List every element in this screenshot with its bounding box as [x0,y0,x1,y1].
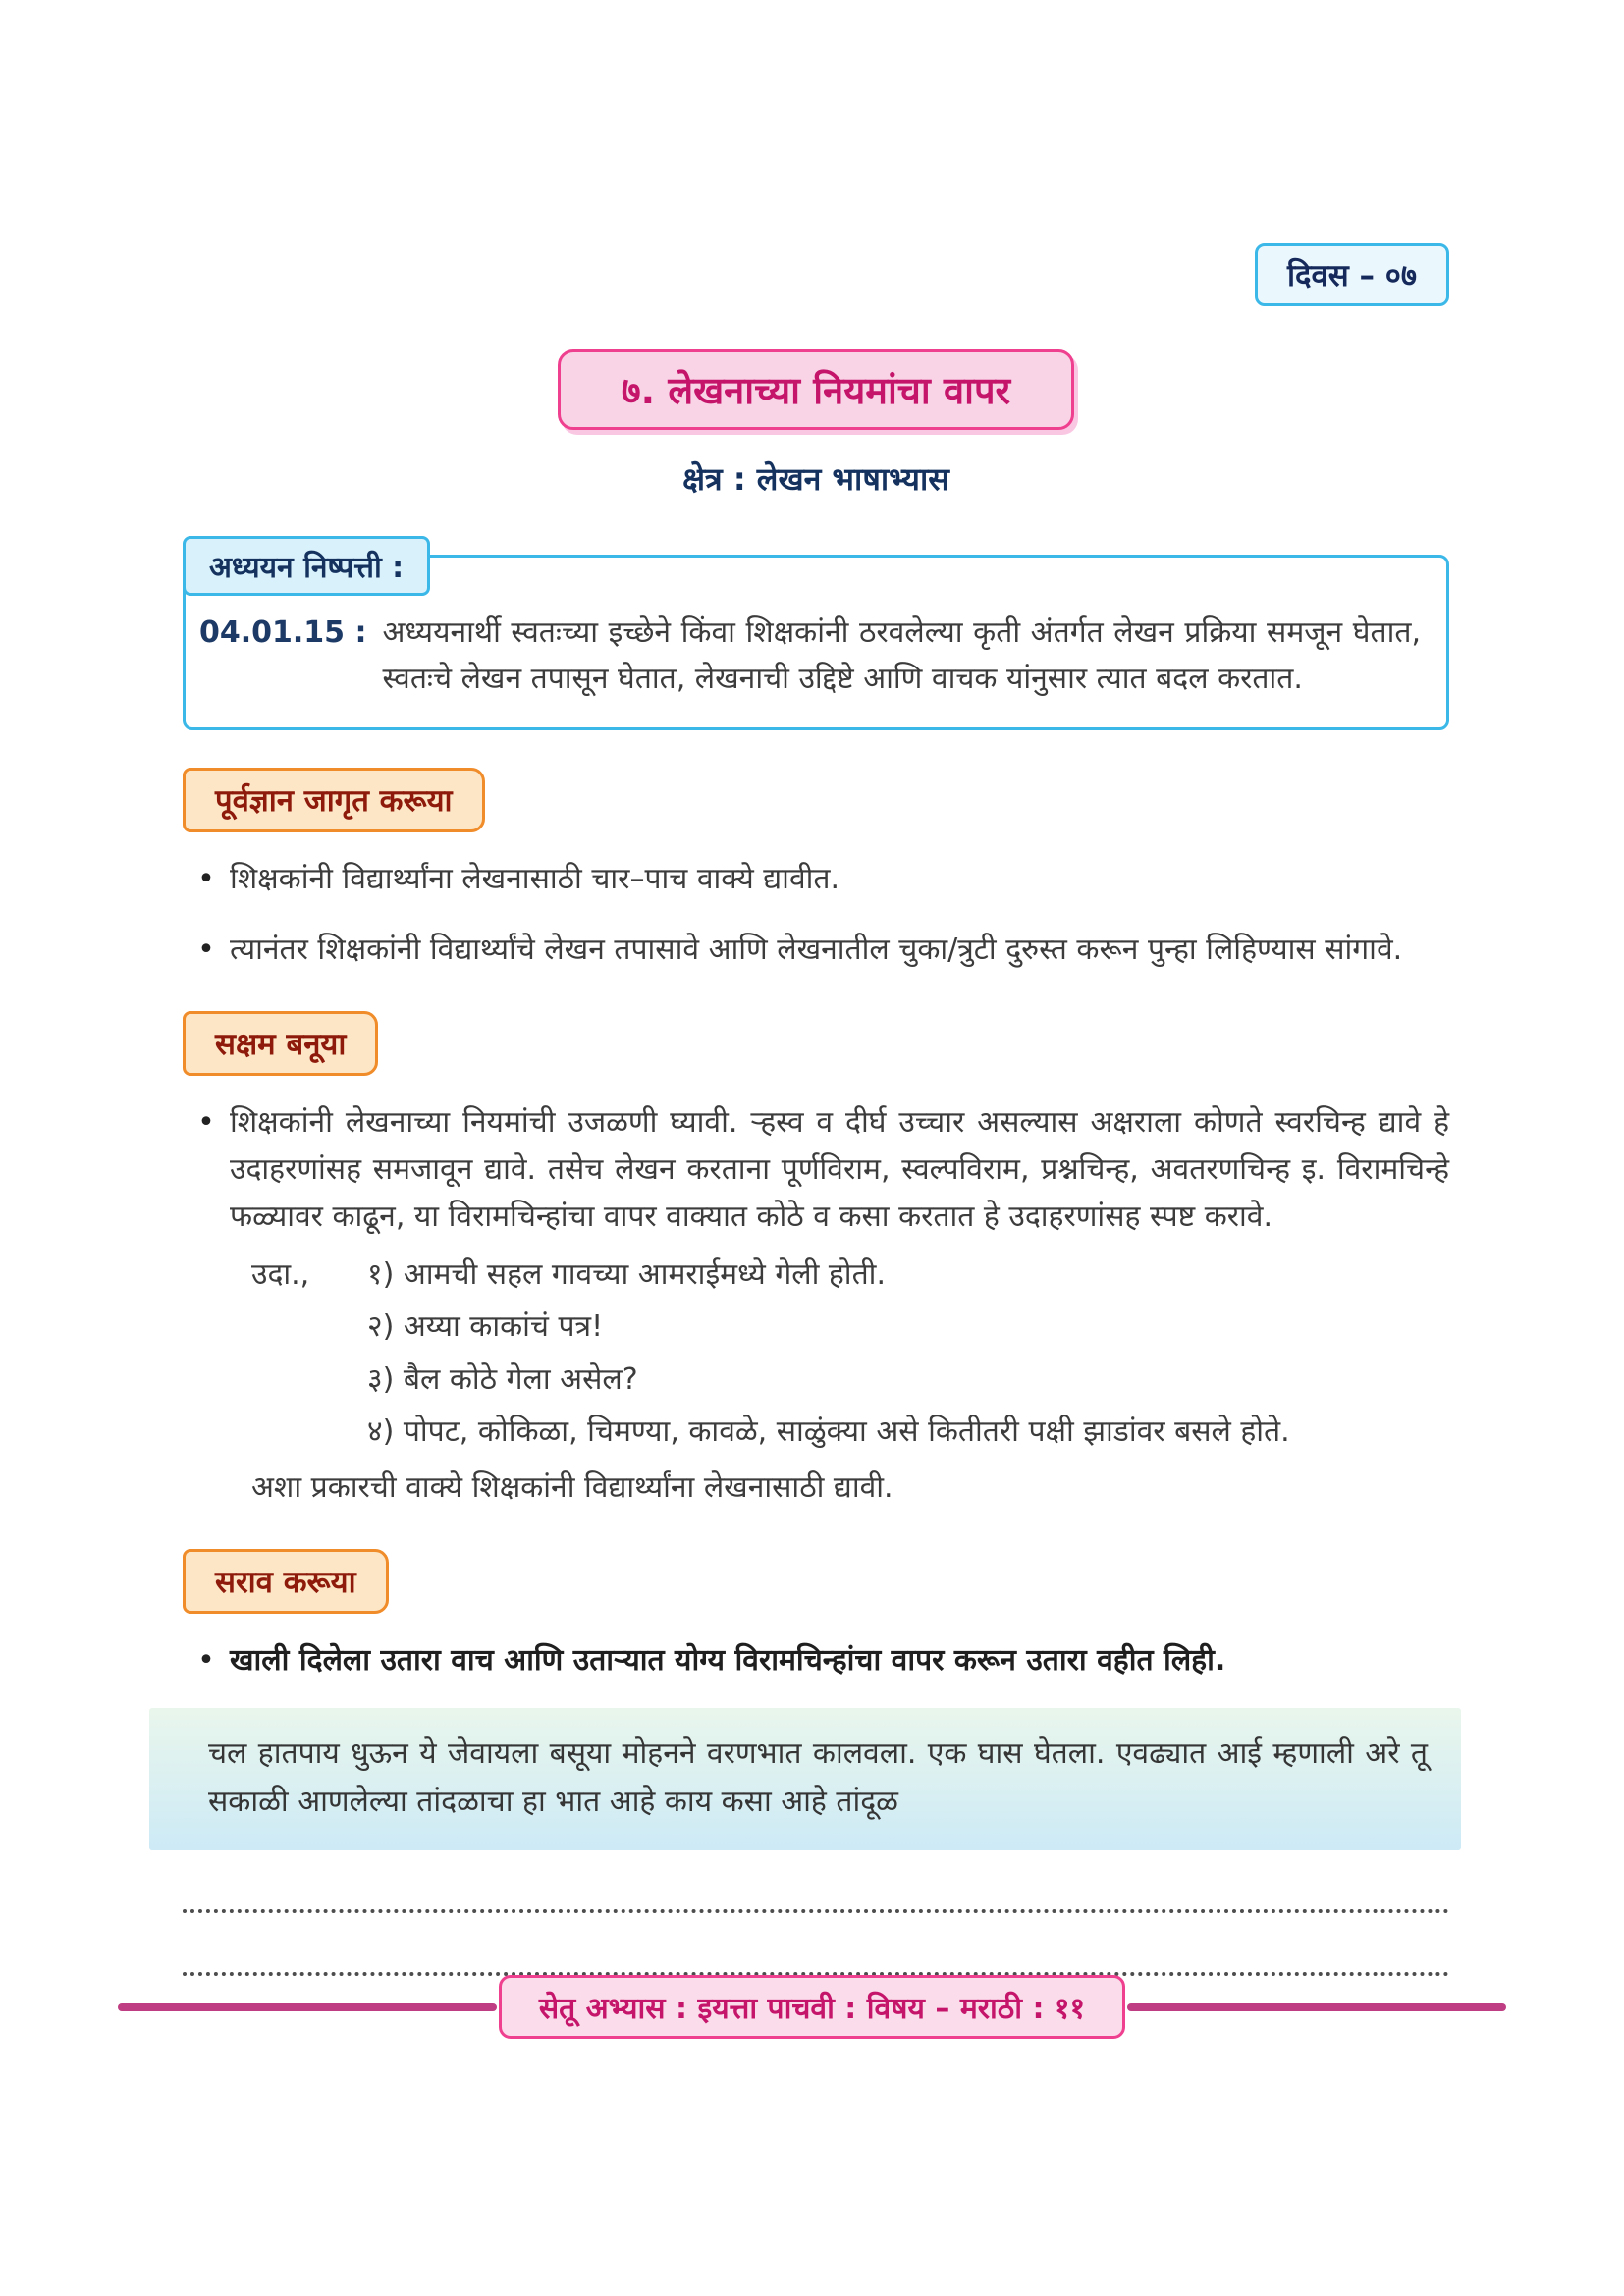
practice-passage: चल हातपाय धुऊन ये जेवायला बसूया मोहनने वरणभात कालवला. एक घास घेतला. एवढ्यात आई म्हणाली अरे तू सकाळी आणलेल्या तांदळाचा हा भात आहे काय कसा आहे तांदूळ [149,1708,1461,1850]
example-label: उदा., [251,1257,310,1292]
bullet-icon [183,1099,230,1241]
page-subtitle: क्षेत्र : लेखन भाषाभ्यास [682,460,949,498]
bullet-icon [183,1637,230,1684]
practice-heading-row [183,1549,1449,1614]
title-row [183,349,1449,430]
list-item [183,927,1449,974]
outcome-code: 04.01.15 : [199,615,367,650]
list-item [183,856,1449,903]
list-item [183,1099,1449,1241]
example-row [251,1406,1449,1458]
page-title: ७. लेखनाच्या नियमांचा वापर [558,349,1074,430]
example-label-spacer [251,1301,367,1353]
day-badge-row [183,243,1449,306]
prior-knowledge-bullet-1: शिक्षकांनी विद्यार्थ्यांना लेखनासाठी चार–पाच वाक्ये द्यावीत. [230,862,840,896]
prior-knowledge-heading: पूर्वज्ञान जागृत करूया [183,768,485,832]
footer-rule-left [118,2003,497,2011]
example-3: ३) बैल कोठे गेला असेल? [367,1362,638,1397]
capable-heading: सक्षम बनूया [183,1011,378,1076]
prior-knowledge-bullet-2: त्यानंतर शिक्षकांनी विद्यार्थ्यांचे लेखन तपासावे आणि लेखनातील चुका/त्रुटी दुरुस्त करून पुन्हा लिहिण्यास सांगावे. [230,933,1403,967]
footer-title: सेतू अभ्यास : इयत्ता पाचवी : विषय – मराठी : ११ [499,1975,1125,2039]
outcome-text: अध्ययनार्थी स्वतःच्या इच्छेने किंवा शिक्षकांनी ठरवलेल्या कृती अंतर्गत लेखन प्रक्रिया समजून घेतात, स्वतःचे लेखन तपासून घेतात, लेखनाची उद्दिष्टे आणि वाचक यांनुसार त्यात बदल करतात. [382,615,1421,696]
examples-block [251,1249,1449,1459]
example-row [251,1301,1449,1353]
example-1: १) आमची सहल गावच्या आमराईमध्ये गेली होती. [367,1257,886,1292]
page-footer [118,1975,1506,2039]
practice-instruction: खाली दिलेला उतारा वाच आणि उताऱ्यात योग्य विरामचिन्हांचा वापर करून उतारा वहीत लिही. [230,1642,1226,1678]
learning-outcome-body [199,611,1421,702]
capable-closing: अशा प्रकारची वाक्ये शिक्षकांनी विद्यार्थ्यांना लेखनासाठी द्यावी. [251,1469,893,1505]
practice-heading: सराव करूया [183,1549,389,1614]
answer-line [183,1913,1449,1976]
learning-outcome-label: अध्ययन निष्पत्ती : [183,536,430,596]
answer-line [183,1850,1449,1913]
list-item [183,1637,1449,1684]
example-label-spacer [251,1354,367,1406]
capable-heading-row [183,1011,1449,1076]
capable-intro: शिक्षकांनी लेखनाच्या नियमांची उजळणी घ्यावी. ऱ्हस्व व दीर्घ उच्चार असल्यास अक्षराला कोणते स्वरचिन्ह द्यावे हे उदाहरणांसह समजावून द्यावे. तसेच लेखन करताना पूर्णविराम, स्वल्पविराम, प्रश्नचिन्ह, अवतरणचिन्ह इ. विरामचिन्हे फळ्यावर काढून, या विरामचिन्हांचा वापर वाक्यात कोठे व कसा करतात हे उदाहरणांसह स्पष्ट करावे. [230,1105,1449,1234]
footer-rule-right [1127,2003,1506,2011]
example-label-spacer [251,1406,367,1458]
learning-outcome-box [183,551,1449,730]
example-4: ४) पोपट, कोकिळा, चिमण्या, कावळे, साळुंक्या असे कितीतरी पक्षी झाडांवर बसले होते. [367,1415,1290,1450]
bullet-icon [183,856,230,903]
prior-knowledge-heading-row [183,768,1449,832]
day-badge: दिवस – ०७ [1255,243,1449,306]
example-row [251,1354,1449,1406]
example-2: २) अय्या काकांचं पत्र! [367,1309,604,1345]
example-row [251,1249,1449,1301]
bullet-icon [183,927,230,974]
